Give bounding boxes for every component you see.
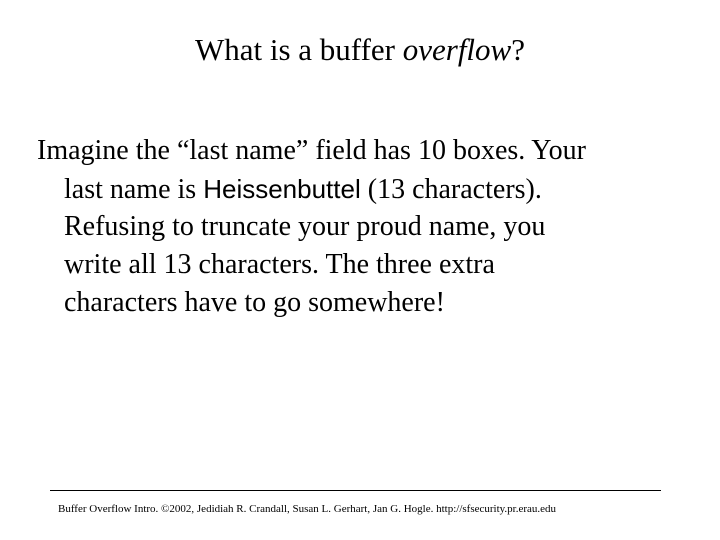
footer-credits: Buffer Overflow Intro. ©2002, Jedidiah R. Crandall, Susan L. Gerhart, Jan G. Hogle. http://sfsecurity.pr.erau.edu — [58, 503, 557, 515]
title-suffix: ? — [511, 32, 525, 67]
body-line-2-after: (13 characters). — [360, 174, 542, 205]
body-line-4: write all 13 characters. The three extra — [64, 249, 495, 280]
body-line-3: Refusing to truncate your proud name, you — [64, 211, 546, 242]
example-last-name: Heissenbuttel — [203, 174, 361, 204]
body-line-2 — [37, 170, 687, 208]
title-emphasis: overflow — [402, 32, 512, 67]
title-prefix: What is a buffer — [194, 32, 403, 67]
slide-body — [37, 132, 687, 322]
body-line-1: Imagine the “last name” field has 10 boxes. Your — [37, 135, 586, 166]
footer-divider — [50, 490, 661, 491]
body-line-2-before: last name is — [64, 174, 204, 205]
slide-title — [0, 30, 720, 70]
body-line-5: characters have to go somewhere! — [64, 287, 445, 318]
